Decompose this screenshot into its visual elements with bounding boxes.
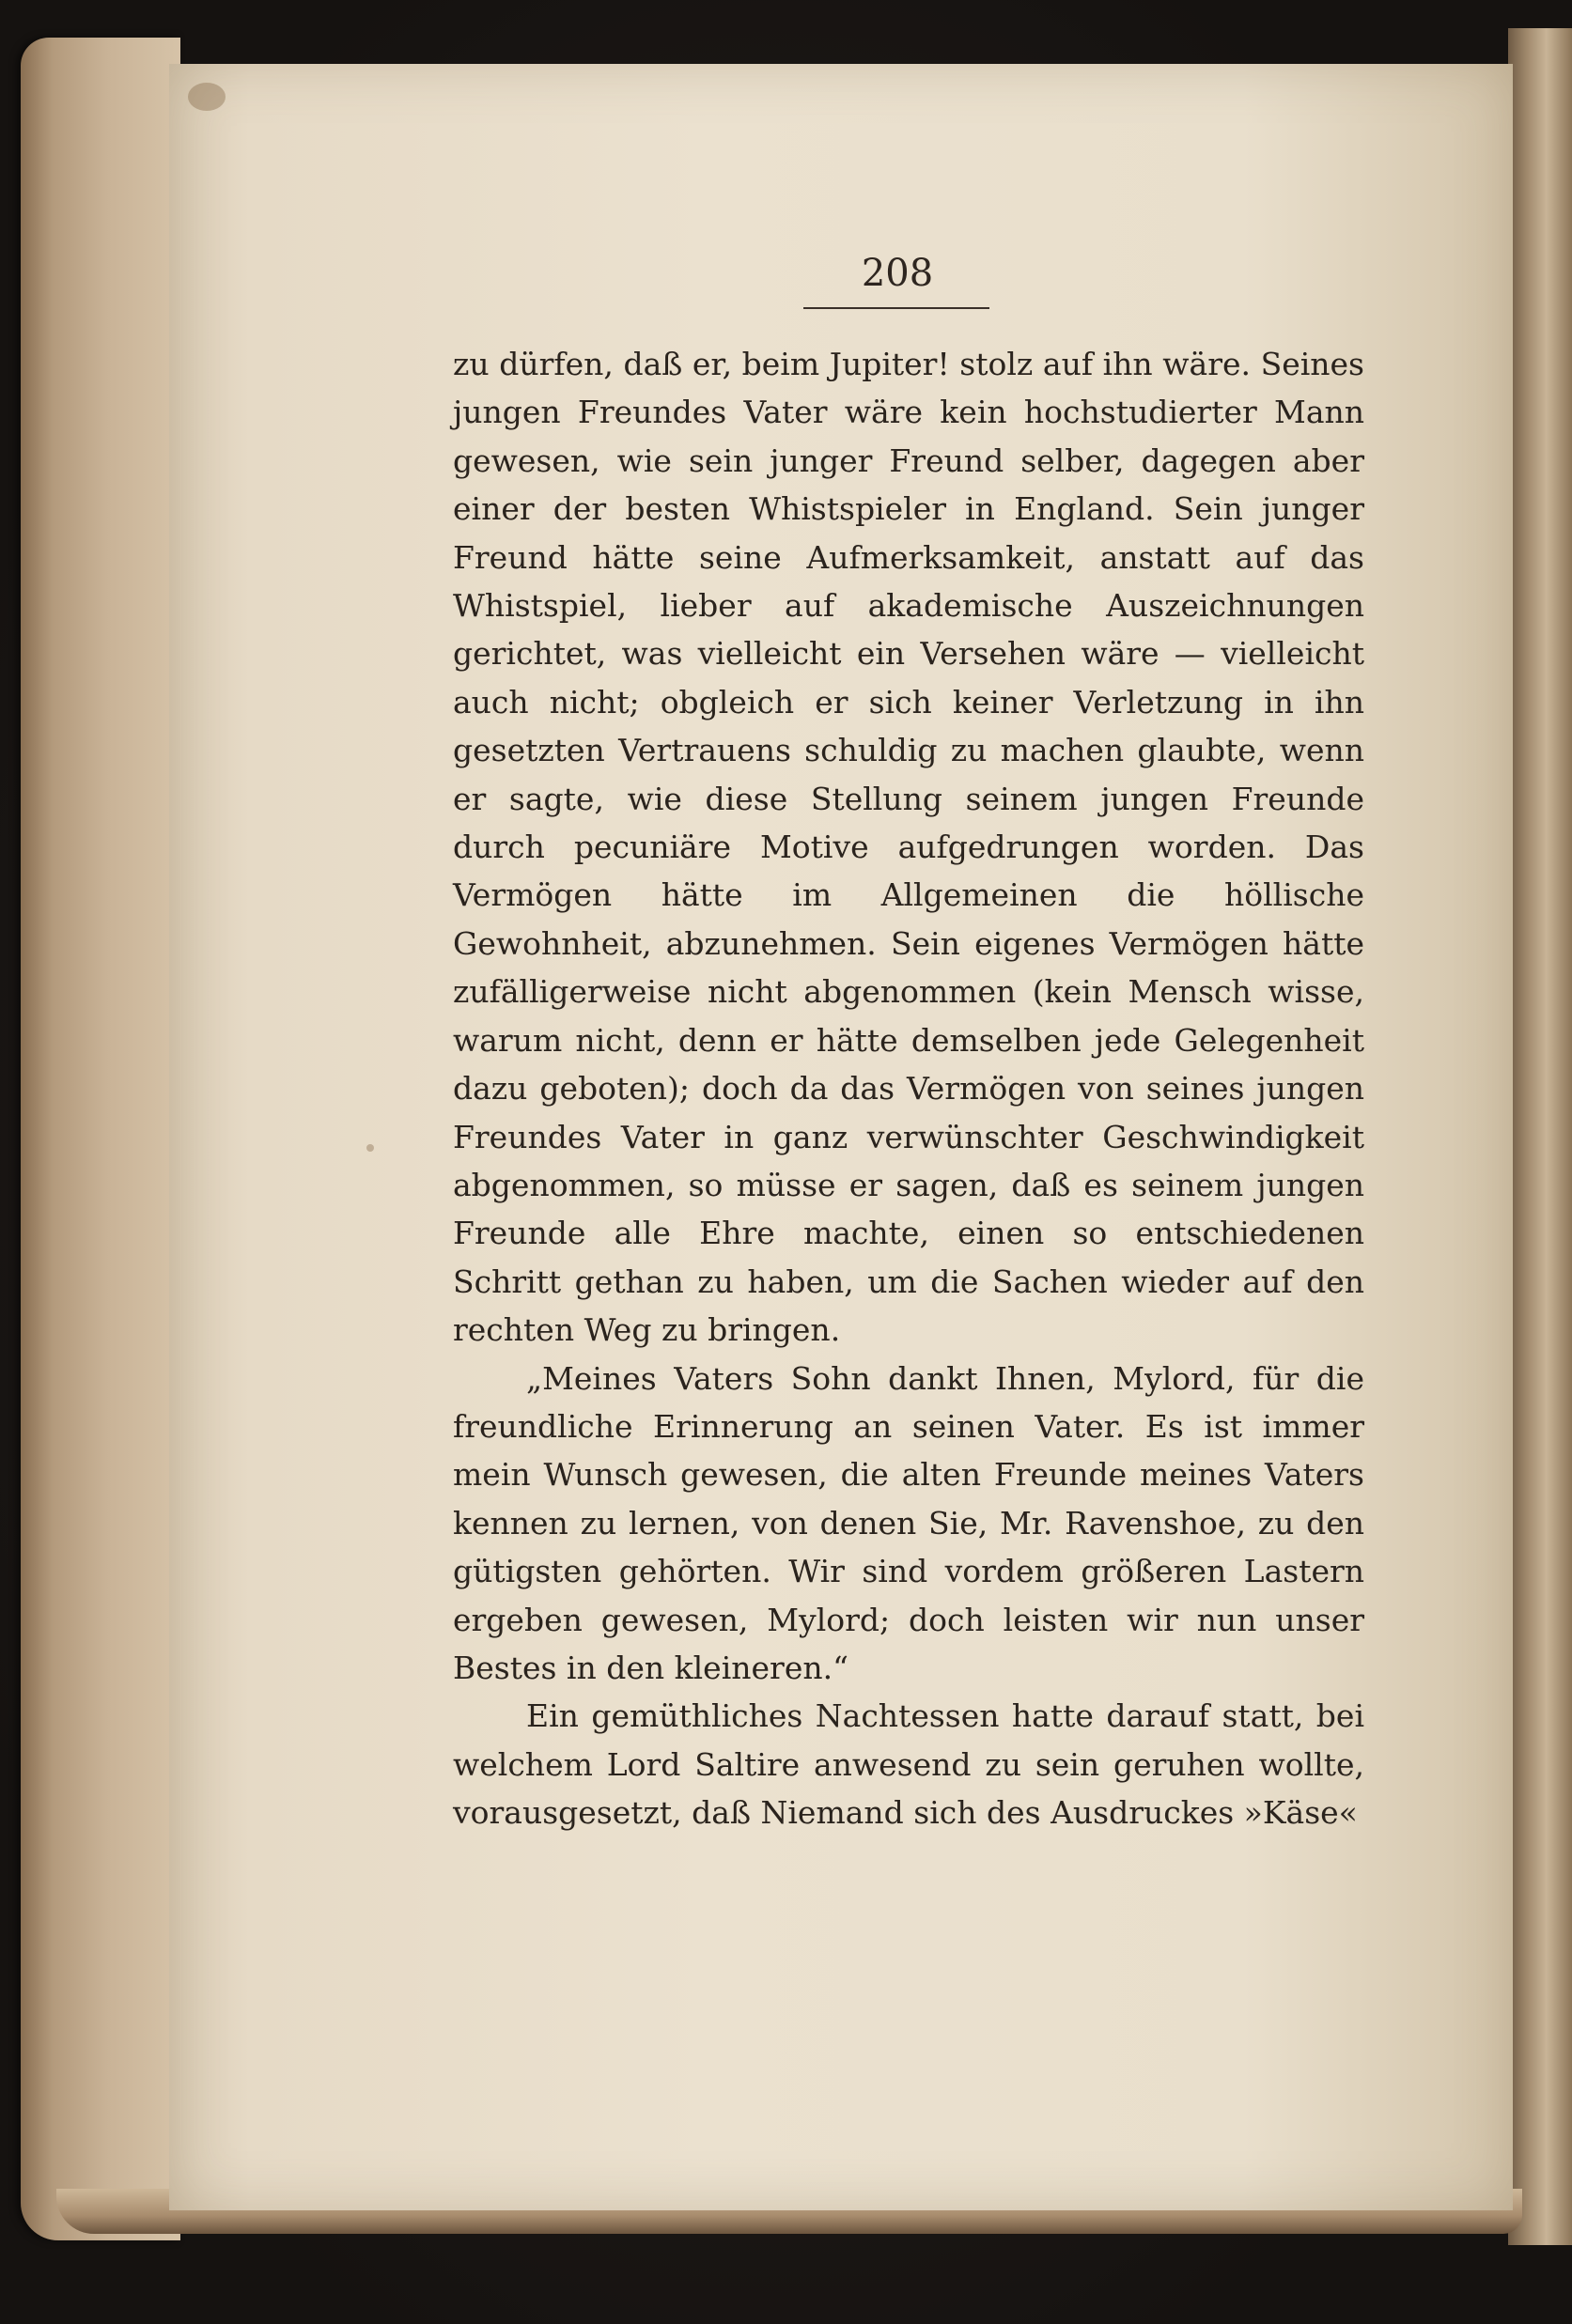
book-page-edges-left: [21, 38, 180, 2240]
paper-speck: [366, 1144, 374, 1152]
paper-stain: [188, 83, 226, 111]
paragraph-3: Ein gemüthliches Nachtessen hatte darauf statt, bei welchem Lord Saltire anwesend zu sein geruhen wollte, vorausgesetzt, daß Niemand sich des Ausdruckes »Käse«: [453, 1697, 1364, 1832]
page-number: 208: [861, 252, 934, 295]
paragraph-2: „Meines Vaters Sohn dankt Ihnen, Mylord, für die freundliche Erinnerung an seinen Vater. Es ist immer mein Wunsch gewesen, die alten Freunde meines Vaters kennen zu lernen, von denen Sie, Mr. Ravenshoe, zu den gütigsten gehörten. Wir sind vordem größeren Lastern ergeben gewesen, Mylord; doch leisten wir nun unser Bestes in den kleineren.“: [453, 1359, 1364, 1686]
body-text: [453, 340, 1364, 1837]
book-spine-right: [1508, 28, 1572, 2245]
paragraph-1: zu dürfen, daß er, beim Jupiter! stolz auf ihn wäre. Seines jungen Freundes Vater wäre kein hochstudierter Mann gewesen, wie sein junger Freund selber, dagegen aber einer der besten Whistspieler in England. Sein junger Freund hätte seine Aufmerksamkeit, anstatt auf das Whistspiel, lieber auf akademische Auszeichnungen gerichtet, was vielleicht ein Versehen wäre — vielleicht auch nicht; obgleich er sich keiner Verletzung in ihn gesetzten Vertrauens schuldig zu machen glaubte, wenn er sagte, wie diese Stellung seinem jungen Freunde durch pecuniäre Motive aufgedrungen worden. Das Vermögen hätte im Allgemeinen die höllische Gewohnheit, abzunehmen. Sein eigenes Vermögen hätte zufälligerweise nicht abgenommen (kein Mensch wisse, warum nicht, denn er hätte demselben jede Gelegenheit dazu geboten); doch da das Vermögen von seines jungen Freundes Vater in ganz verwünschter Geschwindigkeit abgenommen, so müsse er sagen, daß es seinem jungen Freunde alle Ehre machte, einen so entschiedenen Schritt gethan zu haben, um die Sachen wieder auf den rechten Weg zu bringen.: [453, 346, 1364, 1349]
header-rule: [803, 307, 989, 309]
